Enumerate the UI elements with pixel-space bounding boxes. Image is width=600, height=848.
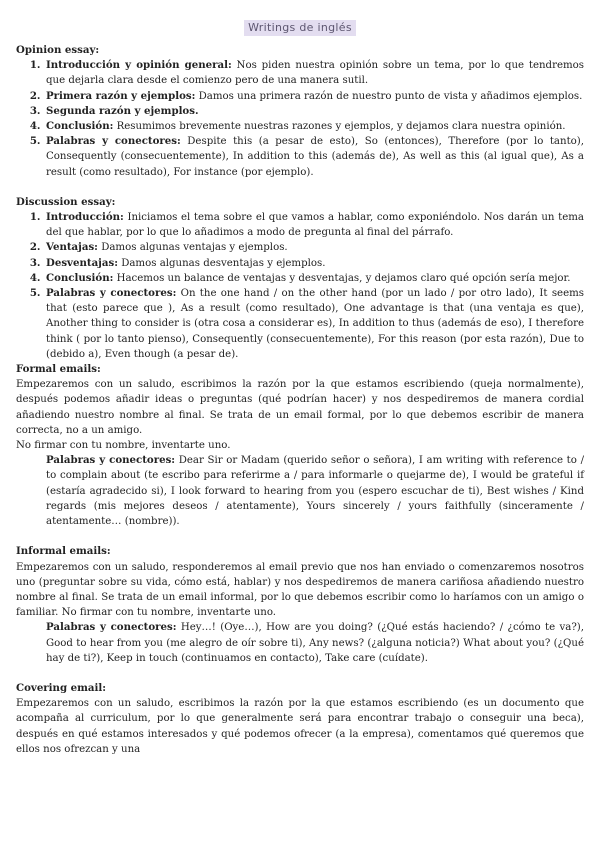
item-text: Hacemos un balance de ventajas y desventajas, y dejamos claro qué opción sería mejor. — [113, 272, 571, 284]
item-label: Desventajas: — [46, 256, 118, 269]
informal-heading: Informal emails: — [16, 545, 111, 558]
item-label: Segunda razón y ejemplos. — [46, 104, 199, 117]
list-item — [44, 58, 584, 88]
list-item — [44, 240, 584, 255]
item-text: Nos piden nuestra opinión sobre un tema, por lo que tendremos que dejarla clara desde el comienzo pero de una manera sutil. — [46, 60, 584, 87]
item-text: Damos una primera razón de nuestro punto de vista y añadimos ejemplos. — [195, 90, 583, 102]
informal-connectors — [16, 620, 584, 666]
item-label: Conclusión: — [46, 271, 114, 284]
item-text: Damos algunas ventajas y ejemplos. — [97, 242, 288, 254]
spacer — [16, 529, 584, 544]
opinion-list — [16, 58, 584, 180]
item-label: Palabras y conectores: — [46, 135, 181, 148]
item-text: Iniciamos el tema sobre el que vamos a hablar, como exponiéndolo. Nos darán un tema del que hablar, por lo que lo añadimos a modo de pregunta al final del párrafo. — [46, 212, 584, 239]
list-item — [44, 104, 584, 119]
item-label: Primera razón y ejemplos: — [46, 89, 196, 102]
formal-note: No firmar con tu nombre, inventarte uno. — [16, 440, 231, 452]
item-text: Damos algunas desventajas y ejemplos. — [117, 257, 326, 269]
item-text: Resumimos brevemente nuestras razones y ejemplos, y dejamos clara nuestra opinión. — [113, 121, 566, 133]
list-item — [44, 271, 584, 286]
informal-paragraph: Empezaremos con un saludo, responderemos al email previo que nos han enviado o comenzaremos nosotros uno (preguntar sobre su vida, cómo está, hablar) y nos despediremos de manera cariñosa añadiendo nuestro nombre al final. Se trata de un email informal, por lo que debemos escribir como lo haríamos con un amigo o familiar. No firmar con tu nombre, inventarte uno. — [16, 561, 584, 619]
item-label: Conclusión: — [46, 120, 114, 133]
list-item — [44, 119, 584, 134]
spacer — [16, 666, 584, 681]
formal-connectors — [16, 453, 584, 529]
discussion-list — [16, 210, 584, 362]
item-label: Ventajas: — [46, 241, 98, 254]
covering-paragraph: Empezaremos con un saludo, escribimos la razón por la que estamos escribiendo (es un documento que acompaña al curriculum, por lo que generalmente será para encontrar trabajo o conseguir una beca), después en qué estamos interesados y qué podemos ofrecer (a la empresa), comentamos qué queremos que ellos nos ofrezcan y una — [16, 698, 584, 755]
formal-paragraph: Empezaremos con un saludo, escribimos la razón por la que estamos escribiendo (queja normalmente), después podemos añadir ideas o preguntas (qué podrían hacer) y nos despediremos de manera cordial añadiendo nuestro nombre al final. Se trata de un email formal, por lo que debemos escribir de manera correcta, no a un amigo. — [16, 379, 584, 436]
formal-heading: Formal emails: — [16, 363, 101, 376]
discussion-heading: Discussion essay: — [16, 195, 116, 208]
title-wrap — [16, 20, 584, 42]
list-item — [44, 210, 584, 240]
item-text: Despite this (a pesar de esto), So (entonces), Therefore (por lo tanto), Consequently (consecuentemente), In addition to this (además de), As well as this (al igual que), As a result (como resultado), For instance (por ejemplo). — [46, 136, 585, 178]
connectors-text: Dear Sir or Madam (querido señor o señora), I am writing with reference to / to complain about (te escribo para referirme a / para informarle o quejarme de), I would be grateful if (estaría agradecido si), I look forward to hearing from you (espero escuchar de ti), Best wishes / Kind regards (mis mejores deseos / atentamente), Yours sincerely / yours faithfully (sinceramente / atentamente… (nombre)). — [46, 455, 584, 528]
item-label: Introducción: — [46, 211, 124, 224]
connectors-label: Palabras y conectores: — [46, 621, 177, 634]
spacer — [16, 180, 584, 195]
item-text: On the one hand / on the other hand (por un lado / por otro lado), It seems that (esto parece que ), As a result (como resultado), One advantage is that (una ventaja es que), Another thing to consider is (otra cosa a considerar es), In addition to thus (además de eso), I therefore think ( por lo tanto pienso), Consequently (consecuentemente), For this reason (por esta razón), Due to (debido a), Even though (a pesar de). — [46, 288, 584, 360]
list-item — [44, 256, 584, 271]
connectors-label: Palabras y conectores: — [46, 454, 176, 467]
list-item — [44, 286, 584, 362]
connectors-text: Hey…! (Oye…), How are you doing? (¿Qué estás haciendo? / ¿cómo te va?), Good to hear from you (me alegro de oír sobre ti), Any news? (¿alguna noticia?) What about you? (¿Qué hay de ti?), Keep in touch (continuamos en contacto), Take care (cuídate). — [46, 622, 584, 664]
opinion-heading: Opinion essay: — [16, 44, 100, 56]
item-label: Palabras y conectores: — [46, 287, 177, 300]
item-label: Introducción y opinión general: — [46, 59, 232, 72]
list-item — [44, 134, 584, 180]
list-item — [44, 89, 584, 104]
page-title: Writings de inglés — [244, 20, 356, 36]
covering-heading: Covering email: — [16, 681, 106, 694]
